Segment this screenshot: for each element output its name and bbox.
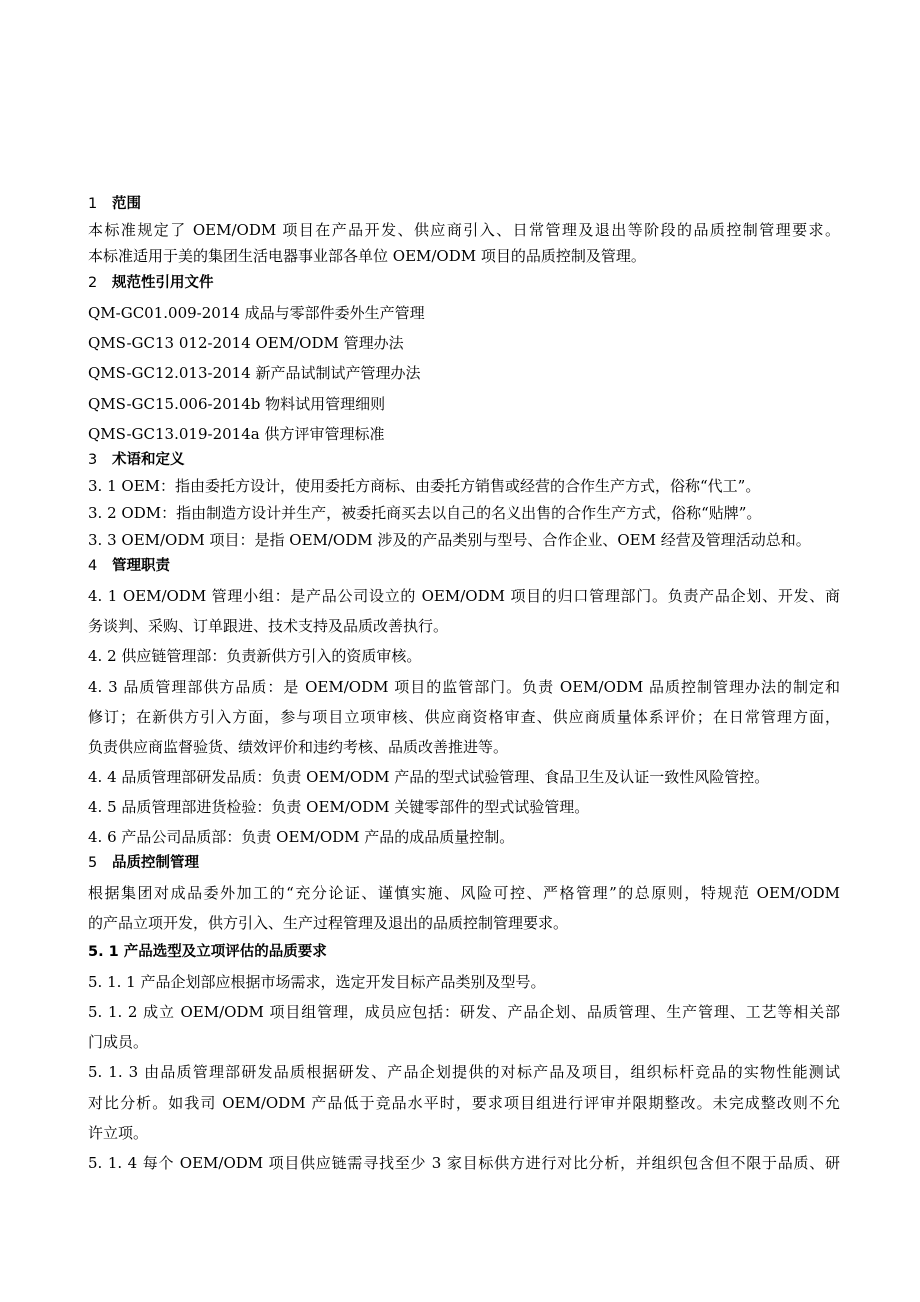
section-heading-3: 3 术语和定义: [88, 452, 185, 468]
text-line: 4. 4 品质管理部研发品质：负责 OEM/ODM 产品的型式试验管理、食品卫生及认证一致性风险管控。: [88, 768, 770, 786]
text-line: 5. 1. 2 成立 OEM/ODM 项目组管理，成员应包括：研发、产品企划、品质管理、生产管理、工艺等相关部: [88, 1003, 840, 1021]
text-line: 本标准规定了 OEM/ODM 项目在产品开发、供应商引入、日常管理及退出等阶段的品质控制管理要求。: [88, 221, 840, 239]
text-line: 许立项。: [88, 1124, 149, 1142]
text-line: 的产品立项开发，供方引入、生产过程管理及退出的品质控制管理要求。: [88, 914, 569, 932]
text-line: 修订；在新供方引入方面，参与项目立项审核、供应商资格审查、供应商质量体系评价；在日常管理方面，: [88, 708, 840, 726]
text-line: 4. 6 产品公司品质部：负责 OEM/ODM 产品的成品质量控制。: [88, 828, 515, 846]
section-heading-2: 2 规范性引用文件: [88, 275, 214, 291]
text-line: 5. 1. 4 每个 OEM/ODM 项目供应链需寻找至少 3 家目标供方进行对比分析，并组织包含但不限于品质、研: [88, 1154, 840, 1172]
definition-oem: 3. 1 OEM：指由委托方设计，使用委托方商标、由委托方销售或经营的合作生产方式，俗称“代工”。: [88, 477, 761, 495]
reference-item: QMS-GC12.013-2014 新产品试制试产管理办法: [88, 364, 421, 382]
text-line: 负责供应商监督验货、绩效评价和违约考核、品质改善推进等。: [88, 738, 509, 756]
text-line: 5. 1. 3 由品质管理部研发品质根据研发、产品企划提供的对标产品及项目，组织标杆竞品的实物性能测试: [88, 1063, 840, 1081]
subsection-heading: 5. 1 产品选型及立项评估的品质要求: [88, 944, 327, 960]
text-line: 4. 2 供应链管理部：负责新供方引入的资质审核。: [88, 647, 422, 665]
reference-item: QMS-GC13 012-2014 OEM/ODM 管理办法: [88, 334, 404, 352]
section-heading-1: 1 范围: [88, 196, 141, 212]
text-line: 本标准适用于美的集团生活电器事业部各单位 OEM/ODM 项目的品质控制及管理。: [88, 247, 646, 265]
section-heading-5: 5 品质控制管理: [88, 855, 199, 871]
text-line: 4. 1 OEM/ODM 管理小组：是产品公司设立的 OEM/ODM 项目的归口管理部门。负责产品企划、开发、商: [88, 587, 840, 605]
reference-item: QMS-GC13.019-2014a 供方评审管理标准: [88, 425, 385, 443]
section-heading-4: 4 管理职责: [88, 558, 170, 574]
text-line: 5. 1. 1 产品企划部应根据市场需求，选定开发目标产品类别及型号。: [88, 973, 546, 991]
reference-item: QMS-GC15.006-2014b 物料试用管理细则: [88, 395, 386, 413]
definition-odm: 3. 2 ODM：指由制造方设计并生产，被委托商买去以自己的名义出售的合作生产方式，俗称“贴牌”。: [88, 504, 762, 522]
text-line: 务谈判、采购、订单跟进、技术支持及品质改善执行。: [88, 617, 449, 635]
text-line: 对比分析。如我司 OEM/ODM 产品低于竞品水平时，要求项目组进行评审并限期整改。未完成整改则不允: [88, 1094, 840, 1112]
text-line: 4. 5 品质管理部进货检验：负责 OEM/ODM 关键零部件的型式试验管理。: [88, 798, 590, 816]
text-line: 根据集团对成品委外加工的“充分论证、谨慎实施、风险可控、严格管理”的总原则，特规范 OEM/ODM: [88, 884, 840, 902]
text-line: 门成员。: [88, 1033, 149, 1051]
definition-project: 3. 3 OEM/ODM 项目：是指 OEM/ODM 涉及的产品类别与型号、合作企业、OEM 经营及管理活动总和。: [88, 531, 811, 549]
reference-item: QM-GC01.009-2014 成品与零部件委外生产管理: [88, 304, 425, 322]
text-line: 4. 3 品质管理部供方品质：是 OEM/ODM 项目的监管部门。负责 OEM/ODM 品质控制管理办法的制定和: [88, 678, 840, 696]
